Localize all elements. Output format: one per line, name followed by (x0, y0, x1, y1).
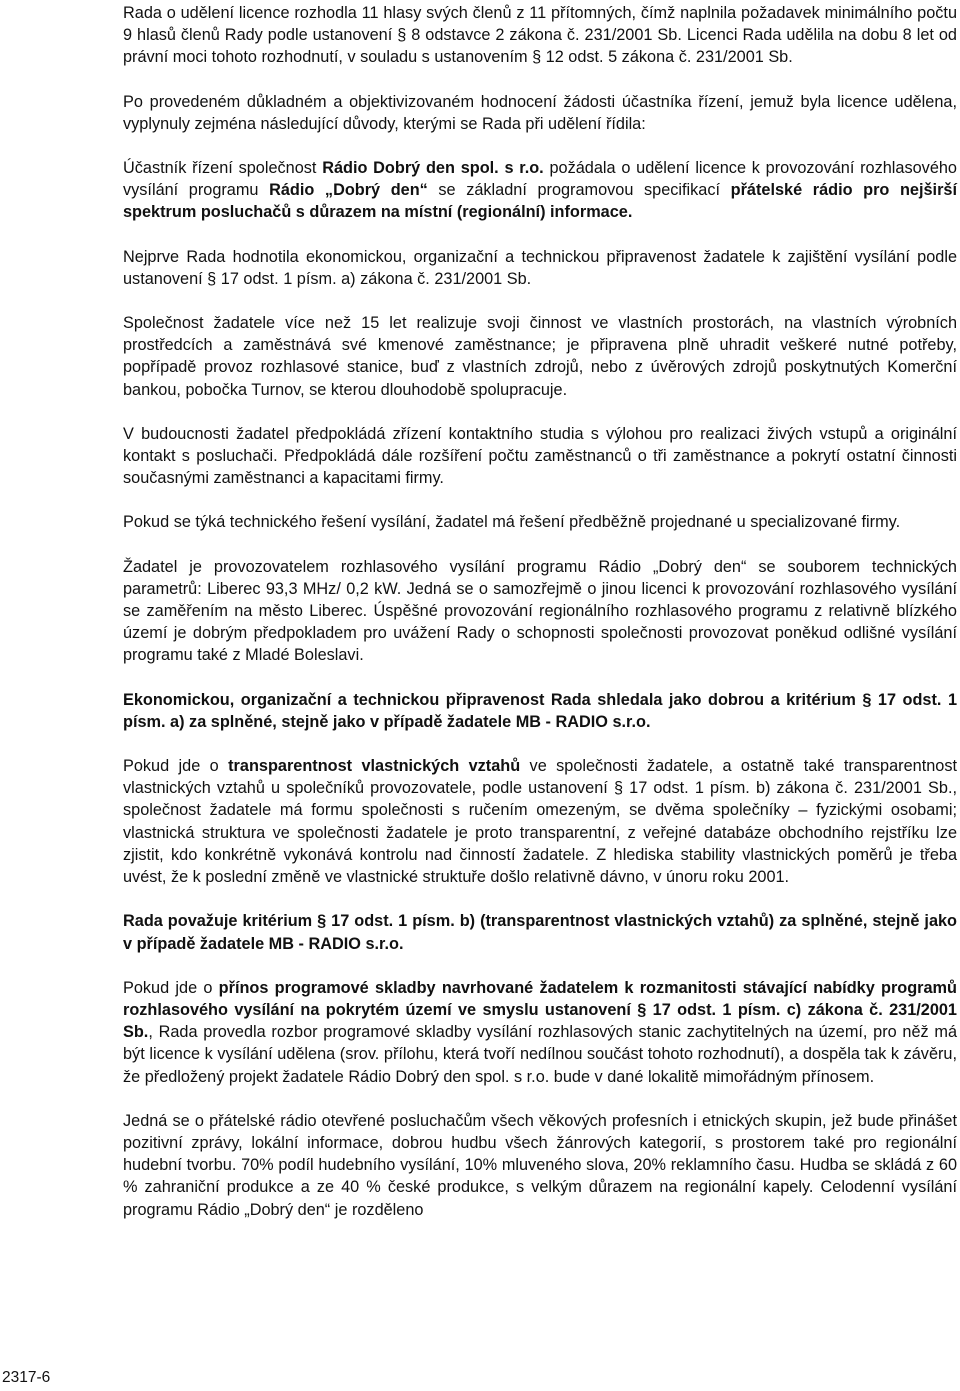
text-run: Pokud jde o (123, 757, 229, 776)
text-run: Společnost žadatele více než 15 let realizuje svoji činnost ve vlastních prostorách, na vlastních výrobních prostředcích a zaměstnává své kmenové zaměstnance; je připravena plně uhradit veškeré nutné potřeby, popřípadě provoz rozhlasové stanice, buď z vlastních zdrojů, nebo z úvěrových zdrojů poskytnutých Komerční bankou, pobočka Turnov, se kterou dlouhodobě spolupracuje. (123, 314, 957, 399)
text-run-bold: přínos programové skladby navrhované žadatelem k rozmanitosti stávající nabídky programů rozhlasového vysílání na pokrytém území ve smyslu ustanovení § 17 odst. 1 písm. c) zákona č. 231/2001 Sb. (123, 978, 957, 1042)
paragraph-company-resources (123, 312, 957, 401)
paragraph-criterion-a-conclusion (123, 689, 957, 733)
paragraph-future-plans (123, 423, 957, 490)
text-run-bold: Rádio „Dobrý den“ (269, 181, 428, 200)
text-run: , Rada provedla rozbor programové skladby vysílání rozhlasových stanic zachytitelných na území, pro něž má být licence k vysílání udělena (srov. přílohu, která tvoří nedílnou součást tohoto rozhodnutí), a dospěla tak k závěru, že předložený projekt žadatele Rádio Dobrý den spol. s r.o. bude v dané lokalitě mimořádným přínosem. (123, 1023, 957, 1086)
paragraph-program-diversity (123, 977, 957, 1088)
paragraph-vote-result (123, 2, 957, 69)
text-run: Pokud jde o (123, 978, 219, 997)
text-run: Žadatel je provozovatelem rozhlasového vysílání programu Rádio „Dobrý den“ se souborem technických parametrů: Liberec 93,3 MHz/ 0,2 kW. Jedná se o samozřejmě o jinou licenci k provozování rozhlasového vysílání se zaměřením na město Liberec. Úspěšné provozování regionálního rozhlasového programu z relativně blízkého území je dobrým předpokladem pro uvážení Rady o schopnosti společnosti provozovat poněkud odlišné vysílání programu také z Mladé Boleslavi. (123, 557, 957, 665)
paragraph-readiness-intro (123, 246, 957, 290)
text-run: Po provedeném důkladném a objektivizovaném hodnocení žádosti účastníka řízení, jemuž byla licence udělena, vyplynuly zejména následující důvody, kterými se Rada při udělení řídila: (123, 92, 957, 133)
text-run-bold: transparentnost vlastnických vztahů (228, 757, 521, 776)
text-run: Rada o udělení licence rozhodla 11 hlasy svých členů z 11 přítomných, čímž naplnila požadavek minimálního počtu 9 hlasů členů Rady podle ustanovení § 8 odstavce 2 zákona č. 231/2001 Sb. Licenci Rada udělila na dobu 8 let od právní moci tohoto rozhodnutí, v souladu s ustanovením § 12 odst. 5 zákona č. 231/2001 Sb. (123, 4, 957, 67)
paragraph-technical-solution (123, 511, 957, 533)
text-run-bold: přátelské rádio pro nejširší spektrum posluchačů s důrazem na místní (regionální) informace. (123, 181, 957, 222)
text-run: Účastník řízení společnost (123, 159, 323, 178)
paragraph-criterion-b-conclusion (123, 910, 957, 954)
paragraph-program-description (123, 1110, 957, 1221)
text-run: Pokud se týká technického řešení vysílání, žadatel má řešení předběžně projednané u specializované firmy. (123, 513, 901, 532)
paragraph-applicant (123, 157, 957, 224)
text-run-bold: Rádio Dobrý den spol. s r.o. (322, 159, 544, 178)
text-run: Jedná se o přátelské rádio otevřené posluchačům všech věkových profesních i etnických skupin, jež bude přinášet pozitivní zprávy, lokální informace, dobrou hudbu všech žánrových kategorií, s prostorem také pro regionální hudební tvorbu. 70% podíl hudebního vysílání, 10% mluveného slova, 20% reklamního času. Hudba se skládá z 60 % zahraniční produkce a ze 40 % české produkce, s velkým důrazem na regionální kapely. Celodenní vysílání programu Rádio „Dobrý den“ je rozděleno (123, 1111, 957, 1219)
page-number: 2317-6 (2, 1369, 51, 1386)
text-run: se základní programovou specifikací (427, 181, 731, 200)
paragraph-evaluation-intro (123, 91, 957, 135)
document-body (123, 2, 957, 1243)
paragraph-existing-operation (123, 556, 957, 667)
text-run-bold: Ekonomickou, organizační a technickou připravenost Rada shledala jako dobrou a kritérium § 17 odst. 1 písm. a) za splněné, stejně jako v případě žadatele MB - RADIO s.r.o. (123, 690, 957, 731)
text-run: požádala o udělení licence k provozování rozhlasového vysílání programu (123, 159, 957, 200)
text-run: Nejprve Rada hodnotila ekonomickou, organizační a technickou připravenost žadatele k zajištění vysílání podle ustanovení § 17 odst. 1 písm. a) zákona č. 231/2001 Sb. (123, 247, 957, 288)
text-run: V budoucnosti žadatel předpokládá zřízení kontaktního studia s výlohou pro realizaci živých vstupů a originální kontakt s posluchači. Předpokládá dále rozšíření počtu zaměstnanců o tři zaměstnance a pokrytí ostatní činnosti současnými zaměstnanci a kapacitami firmy. (123, 424, 957, 488)
text-run: ve společnosti žadatele, a ostatně také transparentnost vlastnických vztahů u společníků provozovatele, podle ustanovení § 17 odst. 1 písm. b) zákona č. 231/2001 Sb., společnost žadatele má formu společnosti s ručením omezeným, se dvěma společníky – fyzickými osobami; vlastnická struktura ve společnosti žadatele je proto transparentní, z veřejné databáze obchodního rejstříku lze zjistit, kdo konkrétně vykonává kontrolu nad činností žadatele. Z hlediska stability vlastnických poměrů je třeba uvést, že k poslední změně ve vlastnické struktuře došlo relativně dávno, v únoru roku 2001. (123, 757, 957, 887)
text-run-bold: Rada považuje kritérium § 17 odst. 1 písm. b) (transparentnost vlastnických vztahů) za splněné, stejně jako v případě žadatele MB - RADIO s.r.o. (123, 912, 957, 953)
paragraph-ownership-transparency (123, 755, 957, 888)
